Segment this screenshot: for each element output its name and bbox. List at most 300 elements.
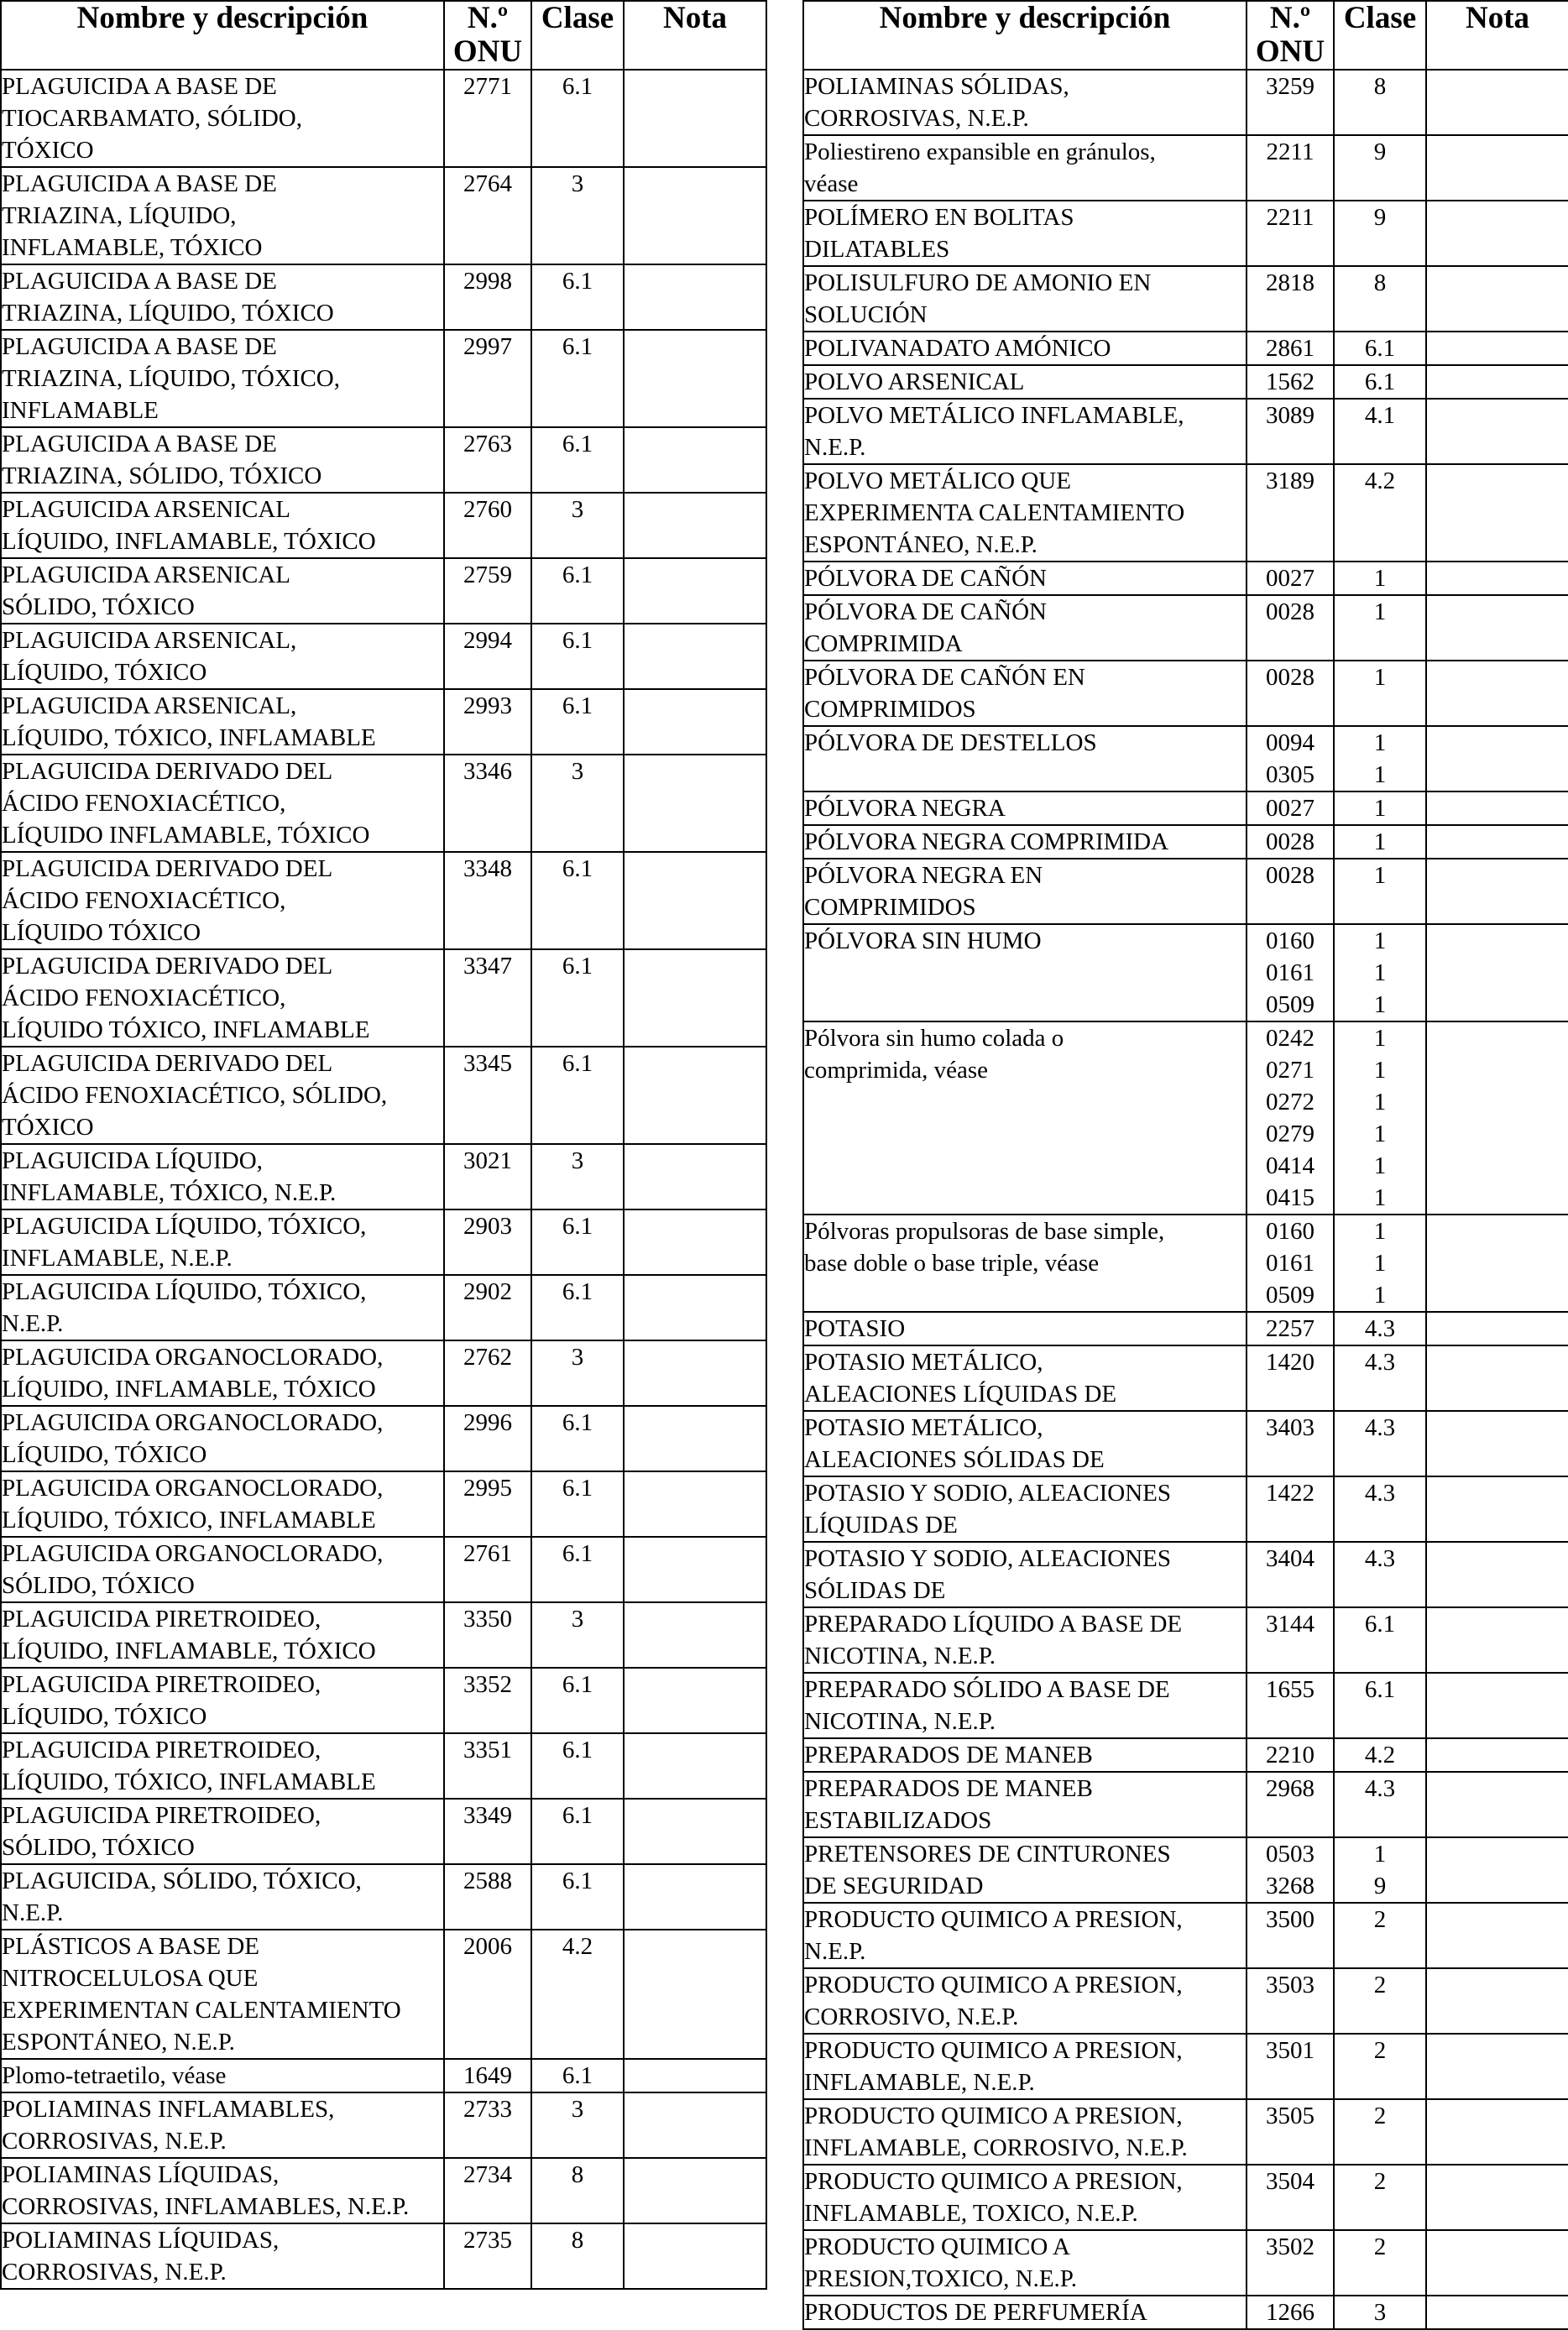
substance-name-line: CORROSIVO, N.E.P. bbox=[804, 2003, 1019, 2030]
un-number-cell bbox=[444, 755, 531, 852]
substance-name-line: NICOTINA, N.E.P. bbox=[804, 1643, 996, 1669]
un-number-cell bbox=[444, 689, 531, 755]
substance-name-line: TÓXICO bbox=[2, 1114, 94, 1141]
table-row bbox=[803, 1673, 1568, 1738]
hazard-class-line: 6.1 bbox=[562, 953, 593, 980]
un-number-line: 0271 bbox=[1266, 1057, 1315, 1084]
note-cell bbox=[624, 1930, 766, 2059]
hazard-class-cell bbox=[531, 1864, 624, 1930]
table-row bbox=[803, 1345, 1568, 1411]
note-cell bbox=[1426, 201, 1568, 266]
table-row bbox=[1, 1340, 766, 1406]
un-number-cell bbox=[444, 558, 531, 624]
table-row bbox=[1, 1209, 766, 1275]
un-number-line: 0503 bbox=[1266, 1841, 1315, 1868]
un-number-cell bbox=[444, 1668, 531, 1733]
substance-name-cell bbox=[1, 1602, 444, 1668]
un-number-line: 0242 bbox=[1266, 1025, 1315, 1052]
hazard-class-line: 1 bbox=[1373, 761, 1387, 788]
header-nota: Nota bbox=[624, 1, 766, 70]
table-row bbox=[1, 1047, 766, 1144]
note-cell bbox=[624, 427, 766, 493]
un-number-line: 0272 bbox=[1266, 1089, 1315, 1115]
hazard-class-cell bbox=[1334, 661, 1426, 726]
hazard-class-cell bbox=[531, 330, 624, 427]
un-number-line: 3404 bbox=[1266, 1545, 1315, 1572]
note-cell bbox=[1426, 2099, 1568, 2165]
hazard-class-line: 3 bbox=[571, 1344, 584, 1371]
hazard-class-line: 2 bbox=[1373, 2103, 1387, 2129]
substance-name-cell bbox=[1, 2223, 444, 2289]
un-number-line: 2771 bbox=[463, 73, 512, 100]
un-number-line: 2903 bbox=[463, 1213, 512, 1240]
substance-name-cell bbox=[803, 562, 1247, 595]
substance-name-line: N.E.P. bbox=[2, 1310, 64, 1337]
hazard-class-line: 2 bbox=[1373, 2037, 1387, 2064]
un-number-line: 0414 bbox=[1266, 1152, 1315, 1179]
substance-name-line: PLAGUICIDA PIRETROIDEO, bbox=[2, 1671, 321, 1698]
substance-name-cell bbox=[1, 2158, 444, 2223]
hazard-class-line: 6.1 bbox=[562, 1671, 593, 1698]
un-number-line: 2764 bbox=[463, 170, 512, 197]
un-number-cell bbox=[444, 330, 531, 427]
hazard-class-cell bbox=[531, 167, 624, 264]
substance-name-cell bbox=[803, 1738, 1247, 1772]
hazard-class-cell bbox=[531, 624, 624, 689]
substance-name-line: CORROSIVAS, N.E.P. bbox=[2, 2259, 227, 2286]
table-row bbox=[803, 1411, 1568, 1476]
hazard-class-line: 6.1 bbox=[562, 1868, 593, 1894]
hazard-class-line: 3 bbox=[571, 170, 584, 197]
hazard-class-line: 4.3 bbox=[1364, 1775, 1396, 1802]
table-row bbox=[1, 1602, 766, 1668]
header-onu-line2: ONU bbox=[452, 34, 523, 69]
un-number-line: 0027 bbox=[1266, 795, 1315, 822]
substance-name-line: PÓLVORA SIN HUMO bbox=[804, 927, 1042, 954]
substance-name-line: POLIAMINAS LÍQUIDAS, bbox=[2, 2227, 280, 2254]
substance-name-line: PLAGUICIDA ARSENICAL bbox=[2, 562, 290, 588]
un-number-line: 0028 bbox=[1266, 862, 1315, 889]
substance-name-line: PREPARADO LÍQUIDO A BASE DE bbox=[804, 1611, 1183, 1638]
note-cell bbox=[624, 852, 766, 949]
table-row bbox=[803, 2099, 1568, 2165]
un-number-line: 2735 bbox=[463, 2227, 512, 2254]
un-number-line: 2861 bbox=[1266, 335, 1315, 362]
hazard-class-line: 1 bbox=[1373, 1282, 1387, 1309]
table-row bbox=[1, 1799, 766, 1864]
hazard-class-cell bbox=[1334, 70, 1426, 135]
hazard-class-cell bbox=[1334, 1021, 1426, 1215]
right-substance-table bbox=[802, 0, 1568, 2330]
note-cell bbox=[1426, 924, 1568, 1021]
note-cell bbox=[1426, 1021, 1568, 1215]
hazard-class-cell bbox=[531, 1799, 624, 1864]
substance-name-line: POLIVANADATO AMÓNICO bbox=[804, 335, 1111, 362]
substance-name-line: SÓLIDO, TÓXICO bbox=[2, 1834, 195, 1861]
substance-name-line: INFLAMABLE bbox=[2, 397, 159, 424]
un-number-cell bbox=[1247, 661, 1334, 726]
note-cell bbox=[624, 624, 766, 689]
un-number-line: 3089 bbox=[1266, 402, 1315, 429]
un-number-line: 3504 bbox=[1266, 2168, 1315, 2195]
un-number-cell bbox=[444, 493, 531, 558]
un-number-line: 3351 bbox=[463, 1737, 512, 1763]
hazard-class-cell bbox=[531, 755, 624, 852]
substance-name-cell bbox=[1, 1144, 444, 1209]
substance-name-line: POTASIO bbox=[804, 1315, 906, 1342]
hazard-class-line: 6.1 bbox=[562, 333, 593, 360]
hazard-class-line: 6.1 bbox=[562, 1050, 593, 1077]
hazard-class-cell bbox=[1334, 266, 1426, 332]
hazard-class-cell bbox=[531, 1275, 624, 1340]
un-number-line: 3347 bbox=[463, 953, 512, 980]
substance-name-cell bbox=[803, 2099, 1247, 2165]
substance-name-line: POTASIO Y SODIO, ALEACIONES bbox=[804, 1480, 1171, 1507]
substance-name-line: EXPERIMENTAN CALENTAMIENTO bbox=[2, 1997, 401, 2024]
substance-name-cell bbox=[803, 1837, 1247, 1903]
hazard-class-line: 6.1 bbox=[562, 268, 593, 295]
note-cell bbox=[624, 2158, 766, 2223]
un-number-line: 2210 bbox=[1266, 1742, 1315, 1768]
substance-name-cell bbox=[1, 1471, 444, 1537]
hazard-class-line: 1 bbox=[1373, 991, 1387, 1018]
hazard-class-line: 2 bbox=[1373, 2168, 1387, 2195]
table-row bbox=[803, 2230, 1568, 2296]
substance-name-line: TRIAZINA, LÍQUIDO, TÓXICO bbox=[2, 300, 334, 327]
substance-name-line: INFLAMABLE, TÓXICO bbox=[2, 234, 263, 261]
table-row bbox=[1, 264, 766, 330]
un-number-cell bbox=[1247, 266, 1334, 332]
table-row bbox=[803, 791, 1568, 825]
un-number-cell bbox=[444, 1144, 531, 1209]
substance-name-line: PÓLVORA DE DESTELLOS bbox=[804, 729, 1097, 756]
header-onu bbox=[444, 1, 531, 70]
hazard-class-cell bbox=[1334, 1312, 1426, 1345]
header-name: Nombre y descripción bbox=[803, 1, 1247, 70]
hazard-class-line: 1 bbox=[1373, 862, 1387, 889]
note-cell bbox=[1426, 135, 1568, 201]
substance-name-line: ESPONTÁNEO, N.E.P. bbox=[804, 531, 1037, 558]
substance-name-line: LÍQUIDAS DE bbox=[804, 1512, 958, 1539]
substance-name-cell bbox=[803, 1345, 1247, 1411]
note-cell bbox=[624, 1275, 766, 1340]
header-onu-line1: N.º bbox=[467, 1, 509, 35]
substance-name-line: LÍQUIDO, TÓXICO bbox=[2, 1441, 207, 1468]
table-row bbox=[1, 1471, 766, 1537]
un-number-cell bbox=[1247, 1542, 1334, 1607]
un-number-cell bbox=[444, 2092, 531, 2158]
hazard-class-cell bbox=[531, 1340, 624, 1406]
substance-name-cell bbox=[1, 1668, 444, 1733]
un-number-line: 3503 bbox=[1266, 1972, 1315, 1998]
un-number-cell bbox=[444, 1047, 531, 1144]
hazard-class-line: 6.1 bbox=[562, 562, 593, 588]
hazard-class-line: 6.1 bbox=[562, 2062, 593, 2089]
hazard-class-line: 6.1 bbox=[1364, 335, 1396, 362]
note-cell bbox=[1426, 2230, 1568, 2296]
substance-name-line: ALEACIONES SÓLIDAS DE bbox=[804, 1446, 1105, 1473]
un-number-cell bbox=[1247, 201, 1334, 266]
note-cell bbox=[624, 330, 766, 427]
note-cell bbox=[1426, 791, 1568, 825]
substance-name-cell bbox=[803, 924, 1247, 1021]
un-number-cell bbox=[444, 2158, 531, 2223]
un-number-cell bbox=[1247, 135, 1334, 201]
un-number-cell bbox=[444, 70, 531, 167]
hazard-class-line: 3 bbox=[571, 758, 584, 785]
un-number-line: 1420 bbox=[1266, 1349, 1315, 1376]
substance-name-line: PLAGUICIDA, SÓLIDO, TÓXICO, bbox=[2, 1868, 362, 1894]
substance-name-line: COMPRIMIDOS bbox=[804, 894, 976, 921]
substance-name-cell bbox=[803, 825, 1247, 859]
hazard-class-cell bbox=[531, 2092, 624, 2158]
hazard-class-cell bbox=[1334, 399, 1426, 464]
substance-name-line: INFLAMABLE, TÓXICO, N.E.P. bbox=[2, 1179, 337, 1206]
header-clase: Clase bbox=[1334, 1, 1426, 70]
substance-name-line: PRODUCTO QUIMICO A PRESION, bbox=[804, 2168, 1183, 2195]
table-row bbox=[1, 1537, 766, 1602]
hazard-class-line: 8 bbox=[571, 2161, 584, 2188]
substance-name-line: COMPRIMIDA bbox=[804, 630, 963, 657]
substance-name-line: véase bbox=[804, 170, 859, 197]
table-row bbox=[803, 266, 1568, 332]
un-number-line: 0160 bbox=[1266, 927, 1315, 954]
table-row bbox=[803, 70, 1568, 135]
substance-name-line: PLAGUICIDA ARSENICAL, bbox=[2, 692, 297, 719]
hazard-class-line: 2 bbox=[1373, 2233, 1387, 2260]
substance-name-line: LÍQUIDO, TÓXICO bbox=[2, 1703, 207, 1730]
substance-name-cell bbox=[1, 70, 444, 167]
table-row bbox=[803, 1312, 1568, 1345]
substance-name-line: PLAGUICIDA LÍQUIDO, TÓXICO, bbox=[2, 1213, 367, 1240]
un-number-line: 2006 bbox=[463, 1933, 512, 1960]
un-number-cell bbox=[1247, 1411, 1334, 1476]
un-number-line: 3350 bbox=[463, 1606, 512, 1633]
table-row bbox=[1, 2092, 766, 2158]
un-number-line: 1266 bbox=[1266, 2299, 1315, 2326]
header-onu-line2: ONU bbox=[1255, 34, 1325, 69]
un-number-line: 2211 bbox=[1266, 138, 1315, 165]
substance-name-cell bbox=[803, 595, 1247, 661]
substance-name-line: PLAGUICIDA LÍQUIDO, TÓXICO, bbox=[2, 1278, 367, 1305]
un-number-line: 3348 bbox=[463, 855, 512, 882]
table-row bbox=[803, 1476, 1568, 1542]
table-row bbox=[1, 1144, 766, 1209]
un-number-cell bbox=[1247, 1837, 1334, 1903]
table-row bbox=[803, 201, 1568, 266]
substance-name-line: SOLUCIÓN bbox=[804, 301, 928, 328]
hazard-class-line: 8 bbox=[1373, 73, 1387, 100]
table-header-row bbox=[1, 1, 766, 70]
table-row bbox=[1, 1406, 766, 1471]
note-cell bbox=[624, 1602, 766, 1668]
substance-name-line: CORROSIVAS, N.E.P. bbox=[804, 105, 1029, 132]
substance-name-line: PÓLVORA DE CAÑÓN EN bbox=[804, 664, 1085, 691]
substance-name-cell bbox=[1, 330, 444, 427]
substance-name-line: ESTABILIZADOS bbox=[804, 1807, 992, 1834]
substance-name-line: PÓLVORA DE CAÑÓN bbox=[804, 598, 1047, 625]
un-number-cell bbox=[444, 427, 531, 493]
table-row bbox=[803, 1772, 1568, 1837]
substance-name-line: PLAGUICIDA A BASE DE bbox=[2, 170, 277, 197]
substance-name-cell bbox=[1, 167, 444, 264]
hazard-class-line: 6.1 bbox=[562, 73, 593, 100]
substance-name-line: POLVO ARSENICAL bbox=[804, 368, 1025, 395]
substance-name-cell bbox=[803, 661, 1247, 726]
hazard-class-line: 1 bbox=[1373, 828, 1387, 855]
un-number-cell bbox=[1247, 1968, 1334, 2034]
substance-name-line: TÓXICO bbox=[2, 137, 94, 164]
hazard-class-cell bbox=[531, 1471, 624, 1537]
un-number-cell bbox=[444, 2223, 531, 2289]
hazard-class-line: 4.3 bbox=[1364, 1315, 1396, 1342]
left-table-body bbox=[1, 70, 766, 2289]
hazard-class-line: 6.1 bbox=[562, 1278, 593, 1305]
hazard-class-line: 6.1 bbox=[562, 1409, 593, 1436]
table-row bbox=[803, 1542, 1568, 1607]
un-number-line: 2588 bbox=[463, 1868, 512, 1894]
substance-name-line: ÁCIDO FENOXIACÉTICO, bbox=[2, 985, 286, 1011]
table-row bbox=[1, 330, 766, 427]
note-cell bbox=[624, 755, 766, 852]
un-number-cell bbox=[1247, 2034, 1334, 2099]
un-number-line: 3189 bbox=[1266, 468, 1315, 494]
substance-name-line: PÓLVORA DE CAÑÓN bbox=[804, 565, 1047, 592]
substance-name-line: NICOTINA, N.E.P. bbox=[804, 1708, 996, 1735]
note-cell bbox=[624, 2092, 766, 2158]
note-cell bbox=[624, 558, 766, 624]
substance-name-cell bbox=[1, 2059, 444, 2092]
note-cell bbox=[624, 167, 766, 264]
substance-name-cell bbox=[803, 1411, 1247, 1476]
table-row bbox=[803, 2296, 1568, 2329]
un-number-line: 3346 bbox=[463, 758, 512, 785]
note-cell bbox=[624, 1799, 766, 1864]
un-number-line: 1562 bbox=[1266, 368, 1315, 395]
un-number-cell bbox=[1247, 924, 1334, 1021]
substance-name-cell bbox=[1, 1047, 444, 1144]
substance-name-line: PLAGUICIDA A BASE DE bbox=[2, 268, 277, 295]
note-cell bbox=[1426, 1215, 1568, 1312]
hazard-class-line: 6.1 bbox=[562, 1737, 593, 1763]
substance-name-line: INFLAMABLE, CORROSIVO, N.E.P. bbox=[804, 2134, 1188, 2161]
hazard-class-cell bbox=[1334, 1411, 1426, 1476]
substance-name-cell bbox=[803, 266, 1247, 332]
table-row bbox=[803, 825, 1568, 859]
un-number-line: 0415 bbox=[1266, 1184, 1315, 1211]
table-row bbox=[1, 624, 766, 689]
un-number-cell bbox=[1247, 1673, 1334, 1738]
substance-name-cell bbox=[1, 624, 444, 689]
hazard-class-line: 6.1 bbox=[562, 1475, 593, 1502]
hazard-class-line: 1 bbox=[1373, 1184, 1387, 1211]
hazard-class-line: 1 bbox=[1373, 1121, 1387, 1147]
hazard-class-line: 2 bbox=[1373, 1972, 1387, 1998]
un-number-cell bbox=[1247, 2099, 1334, 2165]
substance-name-line: PLAGUICIDA ORGANOCLORADO, bbox=[2, 1475, 384, 1502]
hazard-class-line: 6.1 bbox=[562, 855, 593, 882]
substance-name-line: PLAGUICIDA ORGANOCLORADO, bbox=[2, 1344, 384, 1371]
table-row bbox=[803, 399, 1568, 464]
substance-name-line: PRESION,TOXICO, N.E.P. bbox=[804, 2265, 1077, 2292]
un-number-line: 0509 bbox=[1266, 1282, 1315, 1309]
substance-name-line: PLAGUICIDA DERIVADO DEL bbox=[2, 1050, 333, 1077]
un-number-cell bbox=[444, 1471, 531, 1537]
hazard-class-line: 6.1 bbox=[1364, 368, 1396, 395]
note-cell bbox=[624, 70, 766, 167]
note-cell bbox=[624, 949, 766, 1047]
hazard-class-line: 6.1 bbox=[562, 431, 593, 457]
substance-name-line: ALEACIONES LÍQUIDAS DE bbox=[804, 1381, 1117, 1408]
hazard-class-cell bbox=[1334, 1345, 1426, 1411]
substance-name-cell bbox=[803, 2034, 1247, 2099]
note-cell bbox=[1426, 1673, 1568, 1738]
substance-name-line: PRODUCTO QUIMICO A PRESION, bbox=[804, 2103, 1183, 2129]
un-number-cell bbox=[1247, 726, 1334, 791]
substance-name-line: base doble o base triple, véase bbox=[804, 1250, 1100, 1277]
un-number-line: 2760 bbox=[463, 496, 512, 523]
table-row bbox=[803, 365, 1568, 399]
un-number-line: 0161 bbox=[1266, 959, 1315, 986]
table-row bbox=[803, 332, 1568, 365]
table-row bbox=[803, 661, 1568, 726]
substance-name-cell bbox=[1, 1275, 444, 1340]
un-number-line: 0094 bbox=[1266, 729, 1315, 756]
hazard-class-line: 3 bbox=[571, 496, 584, 523]
note-cell bbox=[1426, 726, 1568, 791]
hazard-class-line: 1 bbox=[1373, 1057, 1387, 1084]
un-number-line: 1649 bbox=[463, 2062, 512, 2089]
hazard-class-line: 6.1 bbox=[1364, 1676, 1396, 1703]
un-number-cell bbox=[444, 264, 531, 330]
un-number-line: 2762 bbox=[463, 1344, 512, 1371]
un-number-line: 3352 bbox=[463, 1671, 512, 1698]
hazard-class-cell bbox=[1334, 365, 1426, 399]
hazard-class-line: 6.1 bbox=[562, 692, 593, 719]
substance-name-line: CORROSIVAS, N.E.P. bbox=[2, 2128, 227, 2155]
un-number-line: 2734 bbox=[463, 2161, 512, 2188]
substance-name-cell bbox=[1, 1537, 444, 1602]
hazard-class-line: 3 bbox=[571, 1606, 584, 1633]
substance-name-cell bbox=[803, 1903, 1247, 1968]
note-cell bbox=[1426, 2034, 1568, 2099]
un-number-cell bbox=[1247, 332, 1334, 365]
un-number-line: 2733 bbox=[463, 2096, 512, 2123]
hazard-class-cell bbox=[1334, 1476, 1426, 1542]
hazard-class-line: 1 bbox=[1373, 565, 1387, 592]
table-row bbox=[803, 924, 1568, 1021]
un-number-cell bbox=[444, 1537, 531, 1602]
table-row bbox=[1, 493, 766, 558]
note-cell bbox=[1426, 562, 1568, 595]
note-cell bbox=[1426, 266, 1568, 332]
un-number-cell bbox=[1247, 365, 1334, 399]
substance-name-line: POLIAMINAS SÓLIDAS, bbox=[804, 73, 1069, 100]
hazard-class-cell bbox=[1334, 201, 1426, 266]
substance-name-line: PREPARADOS DE MANEB bbox=[804, 1742, 1093, 1768]
hazard-class-line: 4.2 bbox=[562, 1933, 593, 1960]
table-row bbox=[1, 427, 766, 493]
un-number-line: 2996 bbox=[463, 1409, 512, 1436]
un-number-cell bbox=[1247, 1738, 1334, 1772]
substance-name-line: LÍQUIDO, TÓXICO, INFLAMABLE bbox=[2, 1768, 376, 1795]
header-name: Nombre y descripción bbox=[1, 1, 444, 70]
note-cell bbox=[624, 1733, 766, 1799]
substance-name-line: LÍQUIDO, INFLAMABLE, TÓXICO bbox=[2, 1376, 376, 1403]
substance-name-cell bbox=[803, 1673, 1247, 1738]
substance-name-line: PLAGUICIDA DERIVADO DEL bbox=[2, 758, 333, 785]
note-cell bbox=[1426, 595, 1568, 661]
